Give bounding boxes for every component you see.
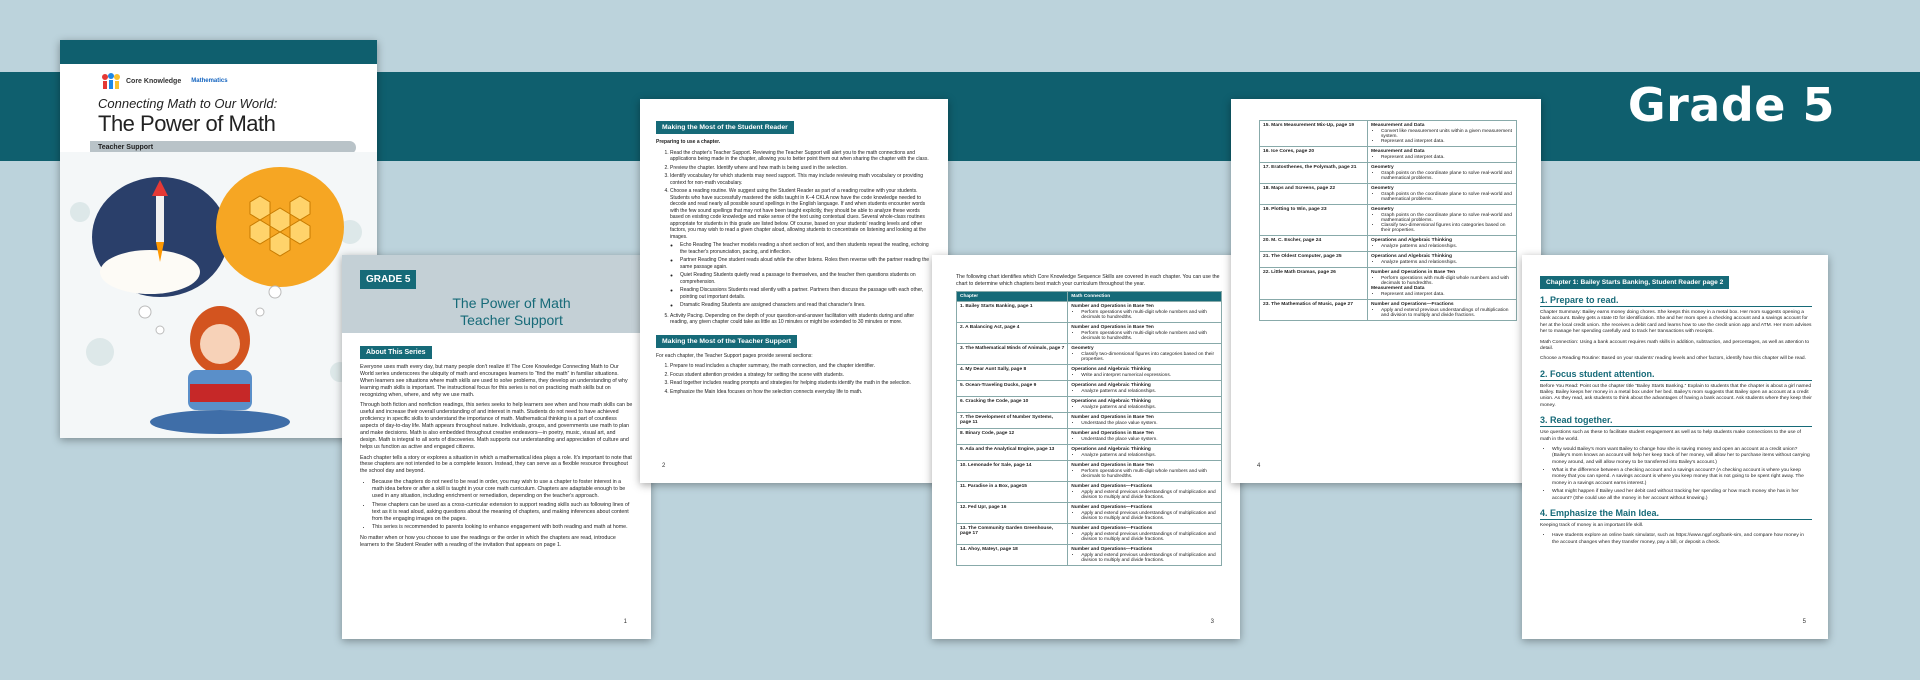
page-4 — [1231, 99, 1541, 483]
table-row — [957, 323, 1222, 344]
math-connection-cell — [1068, 503, 1222, 524]
standard-name: Number and Operations—Fractions — [1370, 302, 1454, 307]
page-number: 4 — [1257, 463, 1261, 469]
table-row — [1260, 184, 1517, 205]
list-item: ◦ Quiet Reading Students quietly read a passage to themselves, and the teacher then questions students on comprehension. — [680, 272, 932, 285]
standard-point: • Classify two-dimensional figures into categories based on their properties. — [1381, 223, 1513, 233]
chapter-cell: 15. Mars Measurement Mix-Up, page 19 — [1260, 121, 1368, 147]
teacher-support-heading: Making the Most of the Teacher Support — [656, 335, 797, 348]
table-row — [1260, 121, 1517, 147]
page3-intro: The following chart identifies which Core Knowledge Sequence Skills are covered in each chapter. You can use the chart to determine which chapters best match your curriculum throughout the year. — [956, 274, 1220, 288]
standard-point: • Apply and extend previous understandings of multiplication and division to multiply and divide fractions. — [1081, 553, 1218, 563]
chapter-cell: 12. Fed Up!, page 16 — [957, 503, 1068, 524]
cover-brand-sub: Mathematics — [191, 78, 228, 84]
standard-point: • Perform operations with multi-digit whole numbers and with decimals to hundredths. — [1381, 276, 1513, 286]
section-prepare: 1. Prepare to read. — [1540, 295, 1812, 307]
table-row — [957, 524, 1222, 545]
math-connection-cell — [1068, 445, 1222, 461]
standard-point: • Apply and extend previous understandings of multiplication and division to multiply and divide fractions. — [1081, 511, 1218, 521]
table-row — [1260, 268, 1517, 300]
cover-subtitle: Teacher Support — [90, 141, 356, 154]
table-row — [957, 461, 1222, 482]
list-item: ◦ Echo Reading The teacher models reading a short section of text, and then students repeat the reading, echoing the teacher's pronunciation, pacing, and inflection. — [680, 242, 932, 255]
column-header-chapter: Chapter — [957, 292, 1068, 302]
chapter-cell: 18. Maps and Screens, page 22 — [1260, 184, 1368, 205]
standard-name: Number and Operations—Fractions — [1071, 526, 1153, 532]
list-item: 5. Activity Pacing. Depending on the depth of your question-and-answer facilitation with students during and after reading, any given chapter could take as little as 10 minutes or might be extended to 30 minutes or more. — [670, 313, 932, 326]
chapter-cell: 16. Ice Cores, page 20 — [1260, 147, 1368, 163]
step-text: Choose a reading routine. We suggest using the Student Reader as part of a reading routine with your students. Students who have successfully mastered the skills taught in K–4 CKLA now have the code knowledge needed to decode and read nearly all possible sound spellings in the English language. If and when students encounter words with the few sound spellings that may not have been taught explicitly, they should be able to analyze these words based on existing code knowledge and make sense of the text using contextual clues. Several whole-class routines appropriate for students in this grade are listed below. Of course, based on your students' reading levels and other factors, you may wish to read a given chapter aloud, allowing students to concentrate on listening and looking at the images. — [670, 188, 926, 240]
standards-table — [956, 291, 1222, 566]
before-you-read: Before You Read: Point out the chapter title “Bailey Starts Banking.” Explain to students that the chapter is about a girl named Bailey. Bailey keeps her money in a metal box under her bed. Bailey's mom suggests that Bailey open an account at a credit union. As they read, ask students to think about the advantages of having a bank account. Ask students where they keep their money. — [1540, 383, 1812, 408]
chapter-cell: 13. The Community Garden Greenhouse, page 17 — [957, 524, 1068, 545]
page1-para3: Each chapter tells a story or explores a situation in which a mathematical idea plays a role. It's important to note that these chapters are not intended to be a complete lesson. Instead, they can serve as a flexible resource throughout the school day and beyond. — [360, 454, 632, 475]
chapter-cell: 17. Eratosthenes, the Polymath, page 21 — [1260, 163, 1368, 184]
math-connection-cell — [1367, 205, 1516, 236]
standard-point: • Apply and extend previous understandings of multiplication and division to multiply and divide fractions. — [1081, 490, 1218, 500]
list-item: 1. Prepare to read includes a chapter summary, the math connection, and the chapter identifier. — [670, 363, 932, 370]
math-connection-cell — [1367, 184, 1516, 205]
standard-name: Number and Operations in Base Ten — [1071, 325, 1154, 331]
table-row — [957, 503, 1222, 524]
page-2 — [640, 99, 948, 483]
standard-point: • Graph points on the coordinate plane to solve real-world and mathematical problems. — [1381, 171, 1513, 181]
list-item: • This series is recommended to parents looking to enhance engagement with both reading and math at home. — [372, 524, 633, 531]
standard-point: • Analyze patterns and relationships. — [1081, 453, 1218, 458]
table-row — [957, 445, 1222, 461]
page-number: 1 — [623, 619, 627, 625]
table-row — [957, 365, 1222, 381]
main-idea: Keeping track of money is an important life skill. — [1540, 522, 1644, 528]
chapter-cell: 3. The Mathematical Minds of Animals, page 7 — [957, 344, 1068, 365]
math-connection-cell — [1068, 429, 1222, 445]
standard-point: • Convert like measurement units within a given measurement system. — [1381, 129, 1513, 139]
list-item: 4. Emphasize the Main Idea focuses on how the selection connects everyday life to math. — [670, 389, 932, 396]
chapter-heading: Chapter 1: Bailey Starts Banking, Student Reader page 2 — [1540, 276, 1729, 289]
section-focus: 2. Focus student attention. — [1540, 369, 1812, 381]
standard-point: • Analyze patterns and relationships. — [1081, 389, 1218, 394]
table-row — [957, 413, 1222, 429]
list-item: 2. Preview the chapter. Identify where and how math is being used in the selection. — [670, 165, 932, 172]
standard-name: Number and Operations—Fractions — [1071, 547, 1153, 553]
standard-name: Geometry — [1071, 346, 1094, 352]
page-number: 3 — [1210, 619, 1214, 625]
table-row — [957, 381, 1222, 397]
chapter-cell: 5. Ocean-Traveling Ducks, page 9 — [957, 381, 1068, 397]
math-connection-cell — [1068, 461, 1222, 482]
read-intro: Use questions such as these to facilitate student engagement as well as to help students make connections to the use of math in the world. — [1540, 430, 1801, 442]
cover-page — [60, 40, 377, 438]
math-connection-cell — [1068, 344, 1222, 365]
standards-table-continued — [1259, 120, 1517, 321]
student-reader-heading: Making the Most of the Student Reader — [656, 121, 794, 134]
section-read-together: 3. Read together. — [1540, 415, 1812, 427]
standard-name: Operations and Algebraic Thinking — [1370, 238, 1453, 243]
math-connection-cell — [1068, 413, 1222, 429]
standard-name: Measurement and Data — [1370, 149, 1425, 154]
standard-point: • Apply and extend previous understandings of multiplication and division to multiply and divide fractions. — [1381, 308, 1513, 318]
math-connection-cell — [1367, 163, 1516, 184]
list-item: ◦ Reading Discussions Students read silently with a partner. Partners then discuss the passage with each other, pointing out important details. — [680, 287, 932, 300]
list-item: • Have students explore an online bank simulator, such as https://www.ngpf.org/bank-sim, and compare how money in the account changes when they transfer money, pay a bill, or deposit a check. — [1552, 533, 1812, 546]
grade-tag: GRADE 5 — [360, 270, 416, 289]
chapter-cell: 7. The Development of Number Systems, page 11 — [957, 413, 1068, 429]
section-main-idea: 4. Emphasize the Main Idea. — [1540, 508, 1812, 520]
table-row — [1260, 147, 1517, 163]
list-item: ◦ Dramatic Reading Students are assigned characters and read that character's lines. — [680, 302, 932, 309]
list-item: • Because the chapters do not need to be read in order, you may wish to use a chapter to foster interest in a math idea before or after a skill is taught in your core math curriculum. Chapters are adaptable enough to be used in any situation, including enrichment or remediation, depending on the teacher's approach. — [372, 479, 633, 500]
page1-para2: Through both fiction and nonfiction readings, this series seeks to help learners see when and how math skills can be useful and increase their overall understanding of and interest in math. Students do not need to have achieved proficiency in specific skills to understand the importance of math. Mathematical thinking is a part of countless aspects of day-to-day life. Math appears throughout nature. Individuals, groups, and governments use math to plan and make decisions. Math is also embedded throughout creative endeavors—in poetry, music, visual art, and design. Math is integral to all sorts of discoveries. Math supports our understanding and appreciation of culture and helps us function as active and engaged citizens. — [360, 402, 633, 450]
page1-para1: Everyone uses math every day, but many people don't realize it! The Core Knowledge Connecting Math to Our World series underscores the ubiquity of math and encourages learners to “find the math” in familiar situations. When learners see situations where math skills are used to solve problems, they develop an understanding of why learning math skills is important. The instructional focus for this series is not on practicing math skills but on recognizing when, where, and why we use math. — [360, 364, 628, 398]
chapter-cell: 22. Little Math Dramas, page 26 — [1260, 268, 1368, 300]
page1-title2: Teacher Support — [460, 312, 563, 328]
standard-name: Number and Operations—Fractions — [1071, 484, 1153, 490]
standard-name: Number and Operations—Fractions — [1071, 505, 1153, 511]
standard-point: • Perform operations with multi-digit whole numbers and with decimals to hundredths. — [1081, 331, 1218, 341]
core-knowledge-logo-icon — [100, 72, 122, 90]
standard-name: Geometry — [1370, 207, 1394, 212]
table-row — [1260, 163, 1517, 184]
chapter-cell: 6. Cracking the Code, page 10 — [957, 397, 1068, 413]
math-connection-cell — [1068, 397, 1222, 413]
math-connection-cell — [1068, 545, 1222, 566]
chapter-cell: 1. Bailey Starts Banking, page 1 — [957, 302, 1068, 323]
standard-name: Number and Operations in Base Ten — [1071, 415, 1154, 421]
table-row — [957, 482, 1222, 503]
math-connection: Math Connection: Using a bank account requires math skills in addition, subtraction, and percentages, as well as attention to detail. — [1540, 339, 1810, 351]
math-connection-cell — [1367, 121, 1516, 147]
standard-point: • Analyze patterns and relationships. — [1081, 405, 1218, 410]
math-connection-cell — [1367, 252, 1516, 268]
page1-title1: The Power of Math — [452, 295, 571, 311]
standard-point: • Classify two-dimensional figures into categories based on their properties. — [1081, 352, 1218, 362]
chapter-cell: 9. Ada and the Analytical Engine, page 13 — [957, 445, 1068, 461]
standard-name: Measurement and Data — [1370, 123, 1425, 128]
chapter-summary: Chapter Summary: Bailey earns money doing chores. She keeps this money in a metal box. Her mom suggests opening a bank account. Bailey gets a state ID for identification. She and her mom open a checking account and a savings account for her at the local credit union. She receives a debit card and learns how to use the credit union app and ATM. Her mom advises her to manage her spending carefully and to track her transactions with receipts. — [1540, 310, 1812, 335]
cover-illustration — [60, 152, 377, 438]
chapter-cell: 20. M. C. Escher, page 24 — [1260, 236, 1368, 252]
math-connection-cell — [1367, 268, 1516, 300]
standard-name: Operations and Algebraic Thinking — [1071, 367, 1151, 373]
chapter-cell: 11. Paradise in a Box, page15 — [957, 482, 1068, 503]
chapter-cell: 19. Plotting to Win, page 23 — [1260, 205, 1368, 236]
page-3 — [932, 255, 1240, 639]
list-item: 1. Read the chapter's Teacher Support. Reviewing the Teacher Support will alert you to the math connections and applications being made in the chapter, allowing you to better point them out when sharing the chapter with the class. — [670, 150, 932, 163]
list-item: • What might happen if Bailey used her debit card without tracking her spending or how much money she has in her account? (She could use all the money in her account without knowing.) — [1552, 489, 1812, 502]
standard-point: • Represent and interpret data. — [1381, 139, 1513, 144]
math-connection-cell — [1068, 524, 1222, 545]
standard-point: • Represent and interpret data. — [1381, 292, 1513, 297]
table-row — [1260, 252, 1517, 268]
standard-point: • Analyze patterns and relationships. — [1381, 244, 1513, 249]
table-row — [1260, 300, 1517, 321]
table-row — [1260, 205, 1517, 236]
page-number: 5 — [1802, 619, 1806, 625]
list-item: • What is the difference between a checking account and a savings account? (A checking account is where you keep money that you can spend. A savings account is where you keep money that is not going to be spent right away. The money in a savings account earns interest.) — [1552, 468, 1812, 487]
table-row — [1260, 236, 1517, 252]
math-connection-cell — [1068, 302, 1222, 323]
cover-title-line1: Connecting Math to Our World: — [98, 96, 278, 111]
chapter-cell: 8. Binary Code, page 12 — [957, 429, 1068, 445]
standard-name: Operations and Algebraic Thinking — [1071, 383, 1151, 389]
reading-routine: Choose a Reading Routine: Based on your students' reading levels and other factors, identify how this chapter will be read. — [1540, 356, 1807, 362]
list-item: • Why would Bailey's mom want Bailey to change how she is saving money and open an account at a credit union? (Bailey's mom knows an account will help her keep track of her money, will allow her to purchase items without carrying money around, and will allow money to be transferred into Bailey's account.) — [1552, 447, 1812, 466]
page1-header — [342, 255, 651, 333]
table-row — [957, 545, 1222, 566]
page-5 — [1522, 255, 1828, 639]
standard-name: Operations and Algebraic Thinking — [1071, 447, 1151, 453]
standard-point: • Represent and interpret data. — [1381, 155, 1513, 160]
list-item: • These chapters can be used as a cross-curricular extension to support reading skills such as following lines of text as it is read aloud, asking questions about the meaning of chapters, and making inferences about content from the engaging images on the pages. — [372, 502, 633, 523]
math-connection-cell — [1367, 236, 1516, 252]
page1-para4: No matter when or how you choose to use the readings or the order in which the chapters are read, introduce learners to the Student Reader with a reading of the invitation that appears on page 1. — [360, 535, 616, 549]
about-series-heading: About This Series — [360, 346, 432, 359]
page-1 — [342, 255, 651, 639]
chapter-cell: 14. Ahoy, Matey!, page 18 — [957, 545, 1068, 566]
list-item: 2. Focus student attention provides a strategy for setting the scene with students. — [670, 372, 932, 379]
standard-name: Operations and Algebraic Thinking — [1071, 399, 1151, 405]
page2-intro: Preparing to use a chapter. — [656, 139, 721, 145]
math-connection-cell — [1068, 381, 1222, 397]
math-connection-cell — [1068, 482, 1222, 503]
chapter-cell: 23. The Mathematics of Music, page 27 — [1260, 300, 1368, 321]
standard-point: • Perform operations with multi-digit whole numbers and with decimals to hundredths. — [1081, 310, 1218, 320]
standard-point: • Perform operations with multi-digit whole numbers and with decimals to hundredths. — [1081, 469, 1218, 479]
standard-name: Geometry — [1370, 165, 1394, 170]
standard-point: • Graph points on the coordinate plane to solve real-world and mathematical problems. — [1381, 213, 1513, 223]
standard-name: Number and Operations in Base Ten — [1071, 463, 1154, 469]
grade-label: Grade 5 — [1627, 78, 1835, 132]
standard-name: Geometry — [1370, 186, 1394, 191]
math-connection-cell — [1367, 300, 1516, 321]
list-item: ◦ Partner Reading One student reads aloud while the other listens. Roles then reverse with the partner reading the same passage again. — [680, 257, 932, 270]
standard-name: Number and Operations in Base Ten — [1071, 304, 1154, 310]
list-item: 3. Identify vocabulary for which students may need support. This may include reviewing math vocabulary or providing context for non-math vocabulary. — [670, 173, 932, 186]
standard-point: • Graph points on the coordinate plane to solve real-world and mathematical problems. — [1381, 192, 1513, 202]
math-connection-cell — [1068, 323, 1222, 344]
chapter-cell: 10. Lemonade for Sale, page 14 — [957, 461, 1068, 482]
table-row — [957, 429, 1222, 445]
page-number: 2 — [662, 463, 666, 469]
table-row — [957, 302, 1222, 323]
chapter-cell: 2. A Balancing Act, page 4 — [957, 323, 1068, 344]
math-connection-cell — [1068, 365, 1222, 381]
table-row — [957, 397, 1222, 413]
cover-brand: Core Knowledge — [126, 77, 182, 85]
table-row — [957, 344, 1222, 365]
list-item: 3. Read together includes reading prompts and strategies for helping students identify the math in the selection. — [670, 380, 932, 387]
math-connection-cell — [1367, 147, 1516, 163]
standard-point: • Apply and extend previous understandings of multiplication and division to multiply and divide fractions. — [1081, 532, 1218, 542]
standard-name: Measurement and Data — [1370, 286, 1425, 291]
page2-intro2: For each chapter, the Teacher Support pages provide several sections: — [656, 352, 813, 359]
cover-title-line2: The Power of Math — [98, 111, 276, 136]
standard-name: Number and Operations in Base Ten — [1071, 431, 1154, 437]
standard-point: • Understand the place value system. — [1081, 421, 1218, 426]
chapter-cell: 4. My Dear Aunt Sally, page 8 — [957, 365, 1068, 381]
standard-point: • Write and interpret numerical expressions. — [1081, 373, 1218, 378]
column-header-math-connection: Math Connection — [1068, 292, 1222, 302]
chapter-cell: 21. The Oldest Computer, page 25 — [1260, 252, 1368, 268]
standard-name: Number and Operations in Base Ten — [1370, 270, 1456, 275]
standard-name: Operations and Algebraic Thinking — [1370, 254, 1453, 259]
standard-point: • Understand the place value system. — [1081, 437, 1218, 442]
standard-point: • Analyze patterns and relationships. — [1381, 260, 1513, 265]
list-item — [670, 188, 932, 309]
cover-top-bar — [60, 40, 377, 64]
